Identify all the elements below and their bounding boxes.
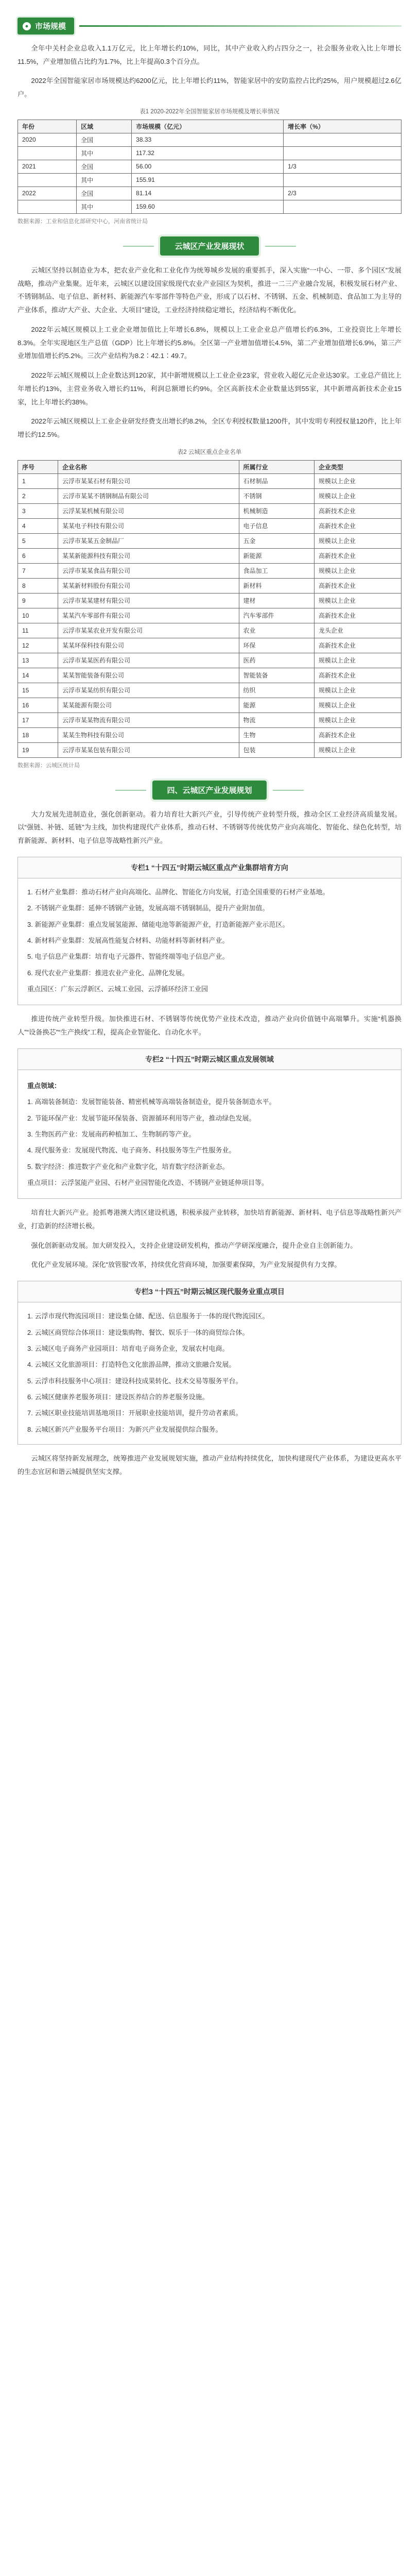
- table-cell: 高新技术企业: [314, 518, 401, 533]
- table-cell: 4: [18, 518, 58, 533]
- table-cell: 云浮市某某纺织有限公司: [58, 683, 239, 698]
- table-cell: 能源: [239, 698, 314, 713]
- paragraph: 云城区将坚持新发展理念，统筹推进产业发展规划实施，推动产业结构持续优化，加快构建现代产业体系，为建设更高水平的生态宜居和谐云城提供坚实支撑。: [18, 1454, 401, 1476]
- table-cell: 机械制造: [239, 503, 314, 518]
- paragraph: 全年中关村企业总收入1.1万亿元，比上年增长约10%，同比，其中产业收入约占四分之一，社会服务业收入比上年增长11.5%，产业增加值占比约为1.7%，比上年提高0.3个百分点。: [18, 44, 401, 65]
- table-cell: 某某电子科技有限公司: [58, 518, 239, 533]
- table-cell: 10: [18, 608, 58, 623]
- table-cell: 新材料: [239, 578, 314, 593]
- table-row: [18, 653, 401, 668]
- section-banner-plan: [18, 781, 401, 800]
- table-cell: 1/3: [284, 160, 401, 173]
- table-cell: 81.14: [132, 187, 284, 200]
- table-cell: 电子信息: [239, 518, 314, 533]
- table-cell: 生物: [239, 727, 314, 742]
- table-cell: 19: [18, 742, 58, 757]
- table-cell: 不锈钢: [239, 488, 314, 503]
- box-item: 6. 现代农业产业集群：推进农业产业化、品牌化发展。: [27, 969, 189, 977]
- box-heading: 重点领域：: [27, 1081, 61, 1090]
- table-cell: 规模以上企业: [314, 593, 401, 608]
- table-row: [18, 503, 401, 518]
- table-caption: 表2 云城区重点企业名单: [177, 449, 242, 455]
- box-body: [18, 878, 401, 1005]
- table-cell: 15: [18, 683, 58, 698]
- table-cell: 规模以上企业: [314, 698, 401, 713]
- table-row: [18, 593, 401, 608]
- box-item: 4. 云城区文化旅游项目：打造特色文化旅游品牌，推动文旅融合发展。: [27, 1361, 236, 1369]
- table-cell: 农业: [239, 623, 314, 638]
- table-cell: 高新技术企业: [314, 548, 401, 563]
- paragraph: 2022年全国智能家居市场规模达约6200亿元，比上年增长约11%，智能家居中的安防监控占比约25%，用户规模超过2.6亿户。: [18, 77, 401, 98]
- table-cell: 6: [18, 548, 58, 563]
- table-cell: [18, 173, 77, 187]
- table-cell: 8: [18, 578, 58, 593]
- table-cell: 某某汽车零部件有限公司: [58, 608, 239, 623]
- table-cell: 18: [18, 727, 58, 742]
- table-cell: 高新技术企业: [314, 638, 401, 653]
- table-cell: 5: [18, 533, 58, 548]
- table-cell: 117.32: [132, 146, 284, 160]
- box-item: 6. 云城区健康养老服务项目：建设医养结合的养老服务设施。: [27, 1393, 209, 1401]
- table-cell: 159.60: [132, 200, 284, 213]
- table-header: 企业名称: [58, 460, 239, 473]
- box-item: 8. 云城区新兴产业服务平台项目：为新兴产业发展提供综合服务。: [27, 1425, 222, 1433]
- box-title: 专栏1 “十四五”时期云城区重点产业集群培育方向: [18, 857, 401, 878]
- box-item: 5. 电子信息产业集群：培育电子元器件、智能终端等电子信息产业。: [27, 953, 229, 961]
- table-header: 增长率（%）: [284, 120, 401, 133]
- table-cell: 12: [18, 638, 58, 653]
- table-caption: 表1 2020-2022年全国智能家居市场规模及增长率情况: [139, 108, 280, 115]
- table-cell: 医药: [239, 653, 314, 668]
- table-cell: 2020: [18, 133, 77, 146]
- table-cell: 高新技术企业: [314, 503, 401, 518]
- table-cell: 某某能源有限公司: [58, 698, 239, 713]
- paragraph: 大力发展先进制造业，强化创新驱动。着力培育壮大新兴产业，引导传统产业转型升级，推动全区工业经济高质量发展。以“强链、补链、延链”为主线，加快构建现代产业体系，推动石材、不锈钢等传统优势产业向高端化、智能化、绿色化转型，培育新能源、新材料、电子信息等战略性新兴产业。: [18, 810, 401, 845]
- table-cell: 全国: [77, 133, 132, 146]
- section-divider: [79, 25, 401, 27]
- table-cell: 汽车零部件: [239, 608, 314, 623]
- table-row: [18, 473, 401, 488]
- box-body: [18, 1070, 401, 1199]
- table-cell: 云浮市某某医药有限公司: [58, 653, 239, 668]
- table-row: [18, 518, 401, 533]
- table-cell: 其中: [77, 173, 132, 187]
- section-title: 云城区产业发展现状: [160, 236, 258, 256]
- paragraph: 云城区坚持以制造业为本，把农业产业化和工业化作为统筹城乡发展的重要抓手，深入实施“一中心、一带、多个园区”发展战略，推动产业集聚。近年来，云城区以建设国家级现代农业产业园区为契机，推进一二三产业融合发展，积极发展石材产业、不锈钢制品、电子信息、新材料、新能源汽车零部件等特色产业，形成了以石材、不锈钢、五金、机械制造、食品加工为主导的产业体系，推动“大产业、大企业、大项目”建设，工业经济持续稳定增长，经济结构不断优化。: [18, 266, 401, 314]
- box-footer: 重点项目：云浮氢能产业园、石材产业园智能化改造、不锈钢产业链延伸项目等。: [27, 1178, 269, 1187]
- table-note: 数据来源：云城区统计局: [18, 762, 80, 769]
- table-cell: 某某生物科技有限公司: [58, 727, 239, 742]
- box-item: 1. 云浮市现代物流园项目：建设集仓储、配送、信息服务于一体的现代物流园区。: [27, 1312, 269, 1320]
- table-cell: 7: [18, 563, 58, 578]
- table-row: [18, 133, 401, 146]
- table-cell: 13: [18, 653, 58, 668]
- table-header: 所属行业: [239, 460, 314, 473]
- table-row: [18, 698, 401, 713]
- table-cell: [284, 173, 401, 187]
- table-cell: 2/3: [284, 187, 401, 200]
- table-cell: [284, 200, 401, 213]
- box-item: 5. 云浮市科技服务中心项目：建设科技成果转化、技术交易等服务平台。: [27, 1377, 242, 1385]
- box-item: 2. 云城区商贸综合体项目：建设集购物、餐饮、娱乐于一体的商贸综合体。: [27, 1328, 249, 1336]
- section-banner-current: [18, 236, 401, 256]
- box-item: 4. 现代服务业：发展现代物流、电子商务、科技服务等生产性服务业。: [27, 1146, 236, 1155]
- table-cell: 石材制品: [239, 473, 314, 488]
- bullet-icon: ●: [23, 22, 31, 30]
- table-cell: 16: [18, 698, 58, 713]
- table-cell: 某某环保科技有限公司: [58, 638, 239, 653]
- table-cell: 云浮市某某农业开发有限公司: [58, 623, 239, 638]
- table-cell: 56.00: [132, 160, 284, 173]
- table-cell: 云浮市某某包装有限公司: [58, 742, 239, 757]
- table-cell: 云浮市某某物流有限公司: [58, 713, 239, 727]
- table-cell: 龙头企业: [314, 623, 401, 638]
- table-cell: 规模以上企业: [314, 683, 401, 698]
- table-cell: [18, 146, 77, 160]
- table-cell: 纺织: [239, 683, 314, 698]
- table-cell: 云浮市某某建材有限公司: [58, 593, 239, 608]
- table-cell: 高新技术企业: [314, 727, 401, 742]
- table-cell: 智能装备: [239, 668, 314, 683]
- table-row: [18, 668, 401, 683]
- table-cell: 云浮市某某不锈钢制品有限公司: [58, 488, 239, 503]
- table-header: 企业类型: [314, 460, 401, 473]
- table-cell: 云浮市某某石材有限公司: [58, 473, 239, 488]
- box-item: 3. 生物医药产业：发展南药种植加工、生物制药等产业。: [27, 1130, 196, 1138]
- table-cell: 2021: [18, 160, 77, 173]
- table-row: [18, 160, 401, 173]
- table-cell: 建材: [239, 593, 314, 608]
- paragraph: 2022年云城区规模以上企业数达到120家，其中新增规模以上工业企业23家，营业收入超亿元企业达30家。工业总产值比上年增长约13%，主营业务收入增长约11%，利润总额增长约9%。全区高新技术企业数量达到55家，其中新增高新技术企业15家，比上年增长约38%。: [18, 371, 401, 406]
- table-cell: 规模以上企业: [314, 533, 401, 548]
- table-row: [18, 683, 401, 698]
- table-cell: [284, 146, 401, 160]
- table-cell: 环保: [239, 638, 314, 653]
- table-cell: 规模以上企业: [314, 488, 401, 503]
- section-badge: [18, 18, 74, 35]
- table-cell: 155.91: [132, 173, 284, 187]
- table-row: [18, 548, 401, 563]
- table-row: [18, 578, 401, 593]
- table-cell: 物流: [239, 713, 314, 727]
- table-row: [18, 488, 401, 503]
- table-header: 年份: [18, 120, 77, 133]
- table-row: [18, 533, 401, 548]
- box-item: 3. 云城区电子商务产业园项目：培育电子商务企业，发展农村电商。: [27, 1344, 229, 1352]
- box-body: [18, 1302, 401, 1445]
- box-item: 2. 不锈钢产业集群：延伸不锈钢产业链，发展高端不锈钢制品，提升产业附加值。: [27, 904, 269, 912]
- table-header: 序号: [18, 460, 58, 473]
- table-cell: 规模以上企业: [314, 713, 401, 727]
- firms-table: [18, 460, 401, 758]
- table-cell: 规模以上企业: [314, 473, 401, 488]
- table-cell: 高新技术企业: [314, 578, 401, 593]
- box-item: 2. 节能环保产业：发展节能环保装备、资源循环利用等产业，推动绿色发展。: [27, 1114, 256, 1122]
- box-title: 专栏3 “十四五”时期云城区现代服务业重点项目: [18, 1281, 401, 1302]
- table-row: [18, 713, 401, 727]
- box-item: 5. 数字经济：推进数字产业化和产业数字化，培育数字经济新业态。: [27, 1162, 229, 1171]
- paragraph: 2022年云城区规模以上工业企业研发经费支出增长约8.2%，全区专利授权数量1200件，其中发明专利授权量120件，比上年增长约12.5%。: [18, 417, 401, 439]
- box-title: 专栏2 “十四五”时期云城区重点发展领域: [18, 1048, 401, 1070]
- table-cell: 规模以上企业: [314, 653, 401, 668]
- box-item: 7. 云城区职业技能培训基地项目：开展职业技能培训，提升劳动者素质。: [27, 1409, 242, 1417]
- table-cell: 2: [18, 488, 58, 503]
- section-title: 市场规模: [35, 22, 66, 31]
- table-cell: [18, 200, 77, 213]
- table-cell: 14: [18, 668, 58, 683]
- table-note: 数据来源：工业和信息化部研究中心，河南省统计局: [18, 218, 148, 225]
- table-cell: 云浮市某某五金制品厂: [58, 533, 239, 548]
- section-title: 四、云城区产业发展规划: [152, 781, 266, 800]
- table-cell: 9: [18, 593, 58, 608]
- table-cell: 2022: [18, 187, 77, 200]
- paragraph: 推进传统产业转型升级。加快推进石材、不锈钢等传统优势产业技术改造，推动产业向价值链中高端攀升。实施“机器换人”“设备换芯”“生产换线”工程，提高企业智能化、自动化水平。: [18, 1015, 401, 1037]
- table-header: 市场规模（亿元）: [132, 120, 284, 133]
- table-cell: 38.33: [132, 133, 284, 146]
- table-cell: 新能源: [239, 548, 314, 563]
- box-item: 1. 高端装备制造：发展智能装备、精密机械等高端装备制造业，提升装备制造水平。: [27, 1098, 276, 1106]
- table-cell: 全国: [77, 187, 132, 200]
- market-table: [18, 120, 401, 214]
- table-cell: 3: [18, 503, 58, 518]
- box-item: 4. 新材料产业集群：发展高性能复合材料、功能材料等新材料产业。: [27, 936, 229, 944]
- table-cell: 1: [18, 473, 58, 488]
- table-cell: 高新技术企业: [314, 668, 401, 683]
- section-header-market: [18, 18, 401, 35]
- table-cell: 食品加工: [239, 563, 314, 578]
- table-cell: 包装: [239, 742, 314, 757]
- table-row: [18, 638, 401, 653]
- paragraph: 强化创新驱动发展。加大研发投入，支持企业建设研发机构，推动产学研深度融合，提升企业自主创新能力。: [31, 1241, 357, 1249]
- table-cell: 其中: [77, 146, 132, 160]
- table-cell: 某某智能装备有限公司: [58, 668, 239, 683]
- table-cell: 某某新能源科技有限公司: [58, 548, 239, 563]
- box-footer: 重点园区：广东云浮新区、云城工业园、云浮循环经济工业园: [27, 985, 208, 993]
- table-row: [18, 200, 401, 213]
- table-cell: 云浮某某机械有限公司: [58, 503, 239, 518]
- table-cell: 五金: [239, 533, 314, 548]
- table-cell: 高新技术企业: [314, 608, 401, 623]
- paragraph: 培育壮大新兴产业。抢抓粤港澳大湾区建设机遇，积极承接产业转移，加快培育新能源、新材料、电子信息等战略性新兴产业，打造新的经济增长极。: [18, 1209, 401, 1230]
- table-cell: 其中: [77, 200, 132, 213]
- table-cell: 规模以上企业: [314, 742, 401, 757]
- paragraph: 优化产业发展环境。深化“放管服”改革，持续优化营商环境，加强要素保障，为产业发展提供有力支撑。: [31, 1261, 341, 1269]
- table-cell: 规模以上企业: [314, 563, 401, 578]
- table-cell: 某某新材料股份有限公司: [58, 578, 239, 593]
- table-cell: 17: [18, 713, 58, 727]
- table-row: [18, 608, 401, 623]
- table-cell: [284, 133, 401, 146]
- box-item: 3. 新能源产业集群：重点发展氢能源、储能电池等新能源产业，打造新能源产业示范区。: [27, 920, 289, 928]
- box-item: 1. 石材产业集群：推动石材产业向高端化、品牌化、智能化方向发展，打造全国重要的石材产业基地。: [27, 888, 329, 896]
- table-row: [18, 173, 401, 187]
- table-row: [18, 187, 401, 200]
- table-cell: 全国: [77, 160, 132, 173]
- table-row: [18, 727, 401, 742]
- table-row: [18, 563, 401, 578]
- table-row: [18, 146, 401, 160]
- paragraph: 2022年云城区规模以上工业企业增加值比上年增长6.8%，规模以上工业企业总产值增长约6.3%，工业投资比上年增长8.3%。全年实现地区生产总值（GDP）比上年增长约5.8%。全区第一产业增加值增长4.5%，第二产业增加值增长6.9%，第三产业增加值增长约5.2%。三次产业结构为8.2∶42.1∶49.7。: [18, 325, 401, 360]
- table-cell: 云浮市某某食品有限公司: [58, 563, 239, 578]
- table-row: [18, 742, 401, 757]
- table-row: [18, 623, 401, 638]
- table-cell: 11: [18, 623, 58, 638]
- table-header: 区域: [77, 120, 132, 133]
